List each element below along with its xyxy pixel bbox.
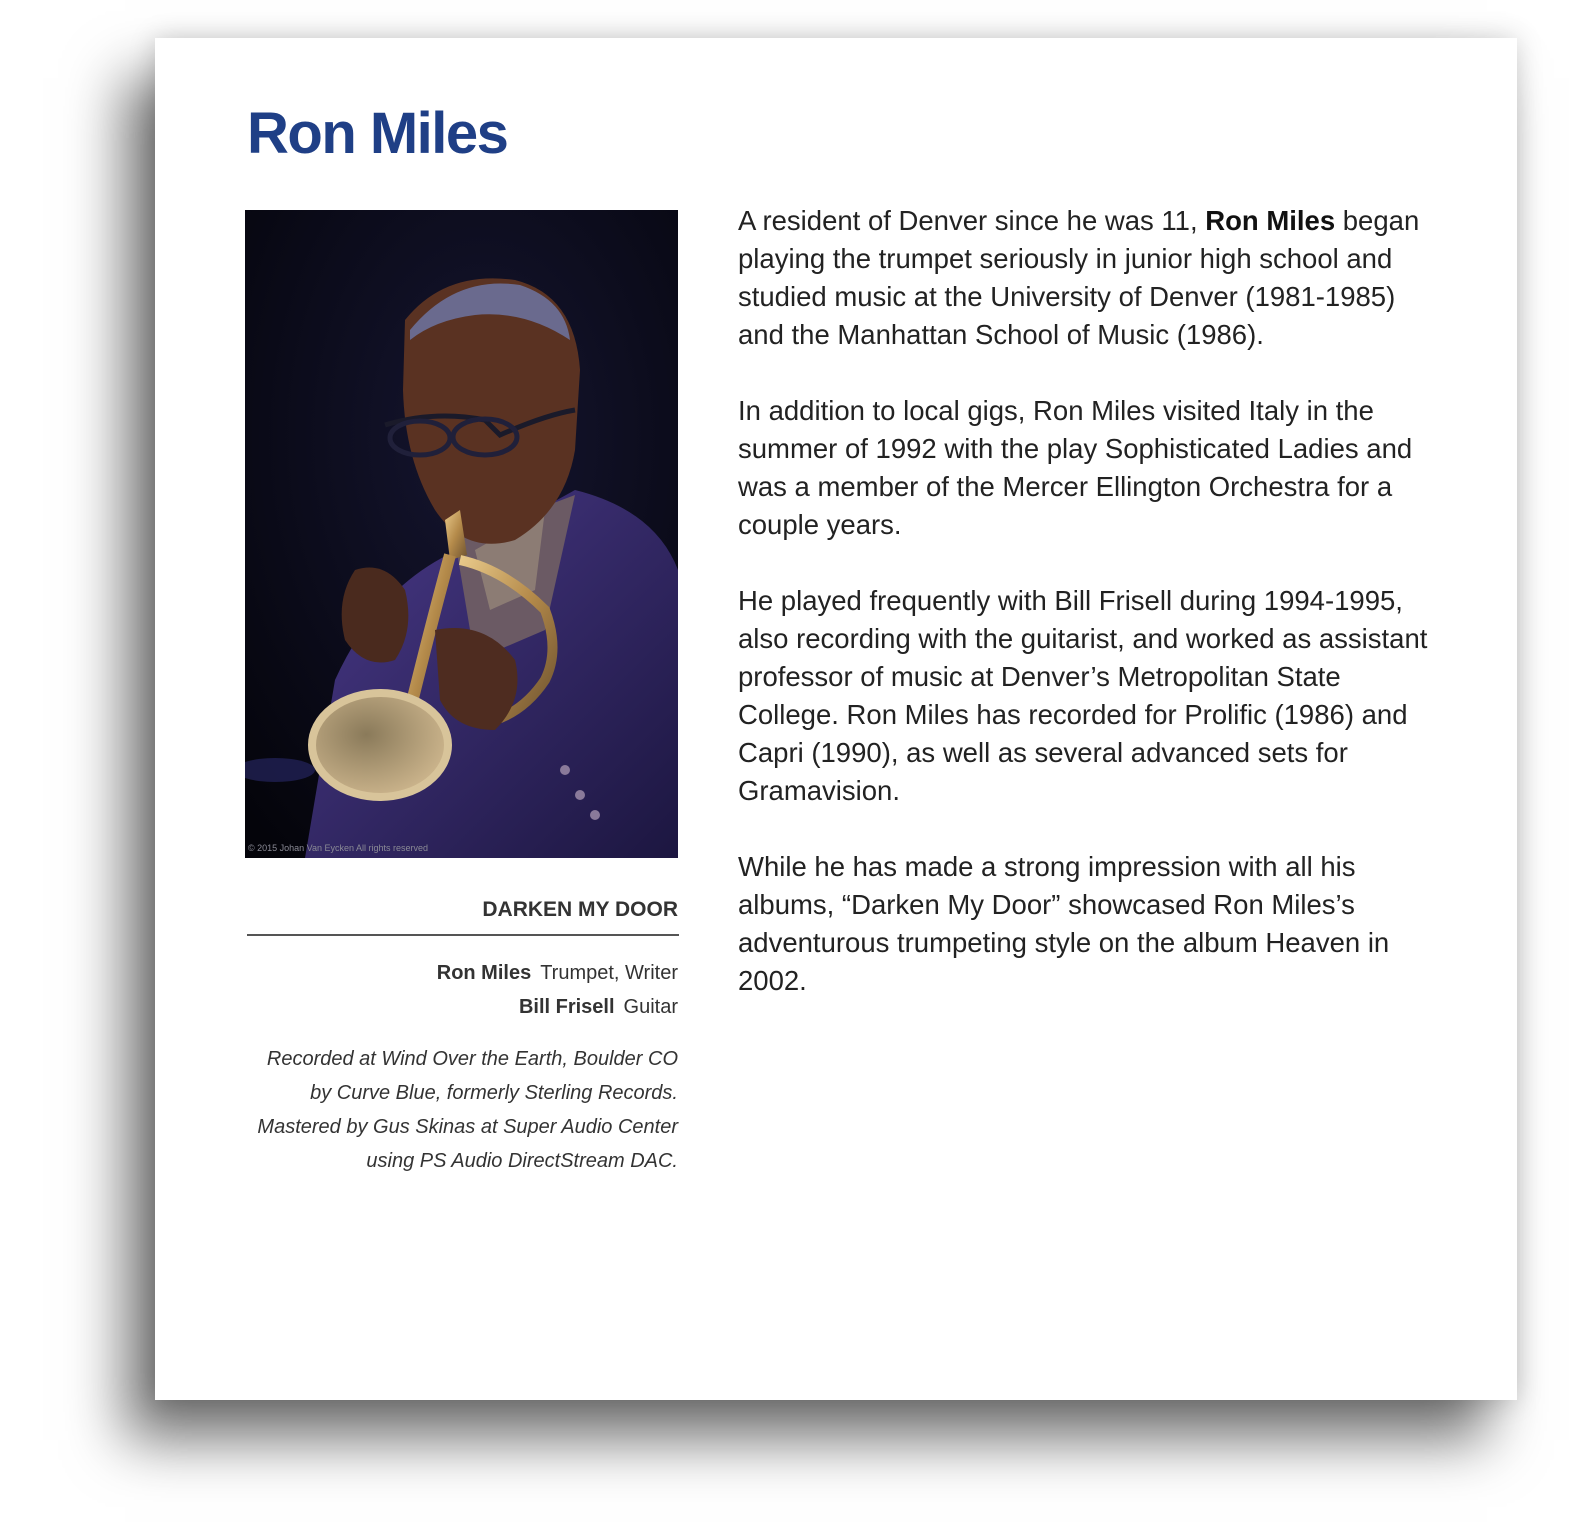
- artist-photo: [245, 210, 678, 858]
- personnel-list: [245, 956, 678, 1024]
- artist-name-bold: Ron Miles: [1205, 205, 1336, 236]
- divider: [247, 934, 679, 936]
- bio-text: began playing the trumpet seriously in junior high school and studied music at the University of Denver (1981-1985) and the Manhattan School of Music (1986).: [738, 205, 1420, 350]
- biography: [738, 202, 1438, 1038]
- personnel-row: [245, 956, 678, 990]
- photo-credit: © 2015 Johan Van Eycken All rights reserved: [248, 843, 429, 853]
- bio-text: A resident of Denver since he was 11,: [738, 205, 1206, 236]
- liner-notes-page: [155, 38, 1517, 1400]
- musician-name: Ron Miles: [436, 962, 532, 984]
- page-title: Ron Miles: [247, 101, 508, 166]
- personnel-row: [245, 990, 678, 1024]
- bio-paragraph: [738, 202, 1438, 354]
- musician-name: Bill Frisell: [518, 996, 615, 1018]
- trumpet-player-illustration: [245, 210, 678, 858]
- bio-paragraph: He played frequently with Bill Frisell during 1994-1995, also recording with the guitarist, and worked as assistant professor of music at Denver’s Metropolitan State College. Ron Miles has recorded for Prolific (1986) and Capri (1990), as well as several advanced sets for Gramavision.: [738, 585, 1428, 806]
- bio-paragraph: In addition to local gigs, Ron Miles visited Italy in the summer of 1992 with the play Sophisticated Ladies and was a member of the Mercer Ellington Orchestra for a couple years.: [738, 395, 1413, 540]
- album-title: DARKEN MY DOOR: [482, 898, 678, 921]
- musician-role: Guitar: [623, 996, 678, 1018]
- bio-paragraph: While he has made a strong impression with all his albums, “Darken My Door” showcased Ron Miles’s adventurous trumpeting style on the album Heaven in 2002.: [738, 851, 1390, 996]
- musician-role: Trumpet, Writer: [540, 962, 678, 984]
- recording-notes: Recorded at Wind Over the Earth, Boulder CO by Curve Blue, formerly Sterling Records. Mastered by Gus Skinas at Super Audio Center using PS Audio DirectStream DAC.: [257, 1048, 678, 1172]
